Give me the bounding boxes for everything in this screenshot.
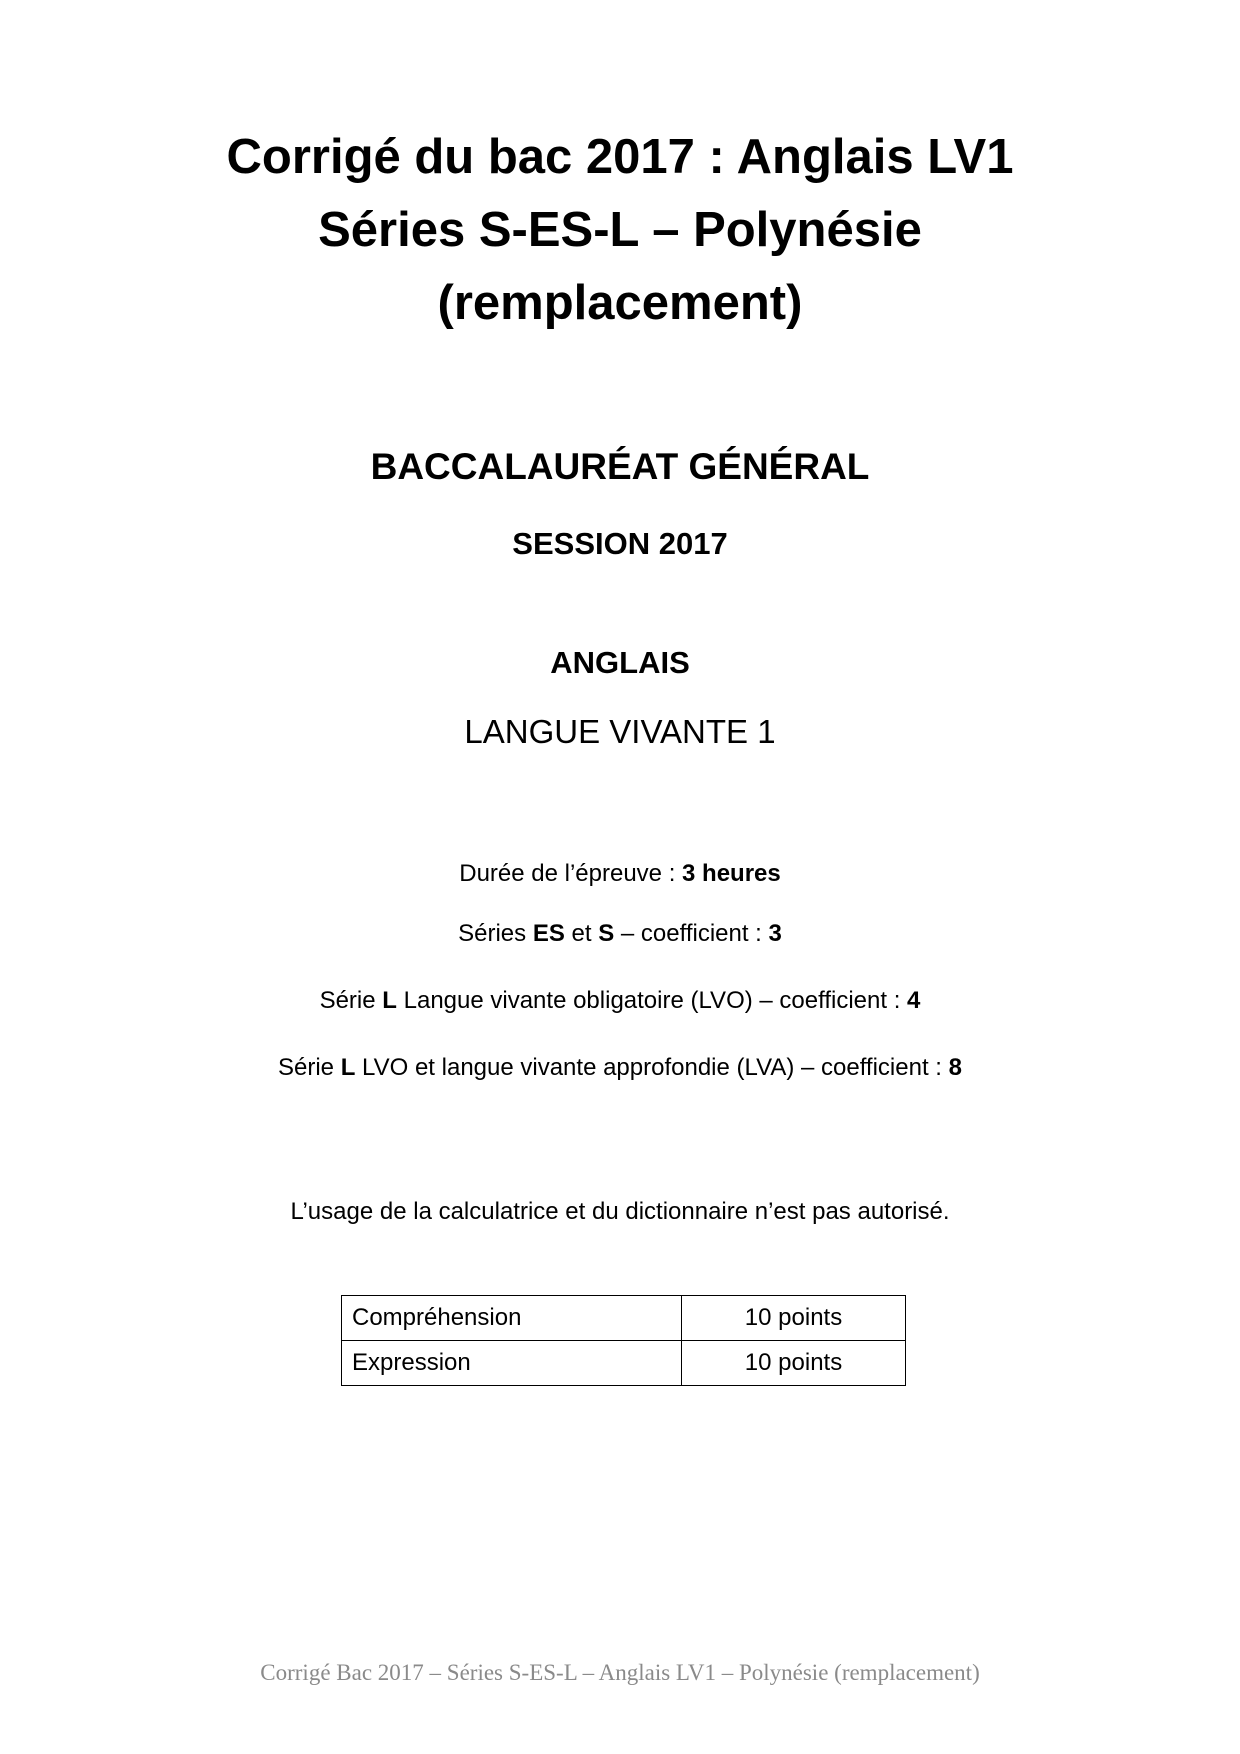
- exam-language: LANGUE VIVANTE 1: [464, 713, 776, 750]
- lva-label: LVO et langue vivante approfondie (LVA) – coefficient :: [355, 1054, 949, 1081]
- lvo-coefficient-line: [0, 987, 1240, 1015]
- page-footer: Corrigé Bac 2017 – Séries S-ES-L – Anglais LV1 – Polynésie (remplacement): [260, 1660, 980, 1685]
- lva-prefix: Série: [278, 1054, 341, 1081]
- es-s-coefficient-line: [0, 920, 1240, 948]
- duration-value: 3 heures: [682, 860, 781, 887]
- lvo-prefix: Série: [319, 987, 383, 1014]
- es-s-prefix: Séries: [458, 920, 533, 947]
- es-s-and: et: [564, 920, 599, 947]
- title-line-1: Corrigé du bac 2017 : Anglais LV1: [226, 130, 1014, 184]
- es-s-coefficient-value: 3: [768, 920, 782, 947]
- title-line-2: Séries S-ES-L – Polynésie: [318, 203, 922, 257]
- lvo-coefficient-value: 4: [907, 987, 921, 1014]
- serie-s: S: [598, 920, 615, 947]
- title-line-3: (remplacement): [437, 276, 803, 330]
- scoring-table: [341, 1295, 906, 1386]
- lva-serie: L: [340, 1054, 356, 1081]
- exam-subject: ANGLAIS: [550, 645, 690, 680]
- lva-coefficient-line: [0, 1054, 1240, 1082]
- duration-line: [0, 860, 1240, 888]
- duration-label: Durée de l’épreuve :: [459, 860, 683, 887]
- lvo-label: Langue vivante obligatoire (LVO) – coefficient :: [396, 987, 908, 1014]
- exam-heading: BACCALAURÉAT GÉNÉRAL: [370, 446, 870, 487]
- scoring-points: 10 points: [682, 1341, 906, 1386]
- scoring-points: 10 points: [682, 1296, 906, 1341]
- lvo-serie: L: [382, 987, 397, 1014]
- es-s-coefficient-label: – coefficient :: [614, 920, 769, 947]
- table-row: [342, 1296, 906, 1341]
- exam-session: SESSION 2017: [512, 526, 728, 561]
- table-row: [342, 1341, 906, 1386]
- serie-es: ES: [532, 920, 565, 947]
- scoring-section: Compréhension: [342, 1296, 682, 1341]
- lva-coefficient-value: 8: [948, 1054, 962, 1081]
- calculator-notice: L’usage de la calculatrice et du dictionnaire n’est pas autorisé.: [290, 1198, 950, 1225]
- scoring-section: Expression: [342, 1341, 682, 1386]
